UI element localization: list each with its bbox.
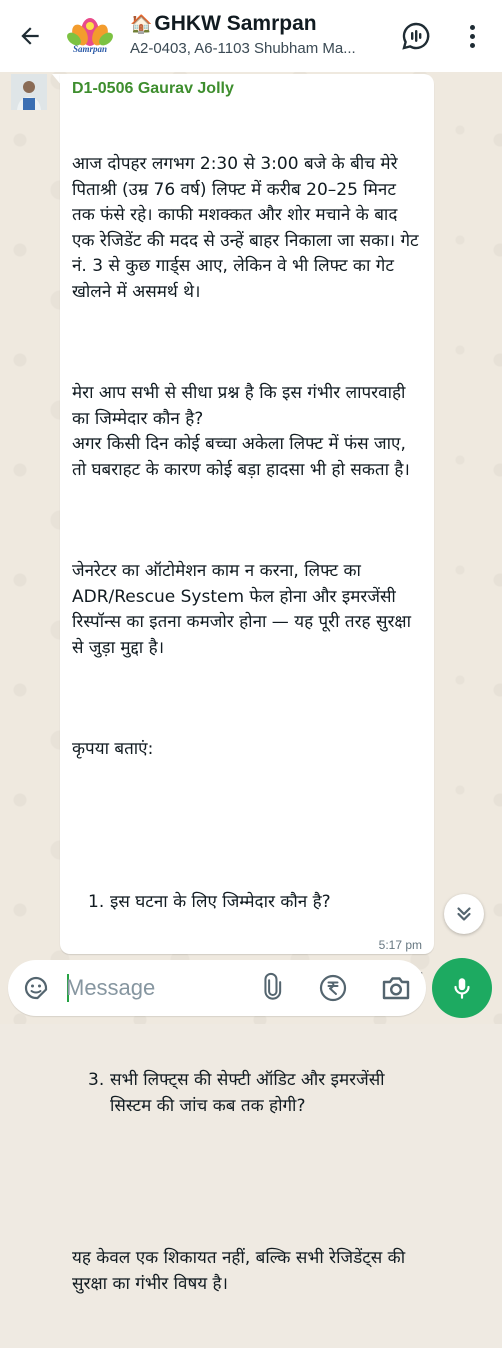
payment-button[interactable]	[318, 973, 348, 1003]
message-input[interactable]	[66, 970, 246, 1006]
message-paragraph: मेरा आप सभी से सीधा प्रश्न है कि इस गंभीर लापरवाही का जिम्मेदार कौन है? अगर किसी दिन कोई बच्चा अकेला लिफ्ट में फंस जाए, तो घबराहट के कारण कोई बड़ा हादसा भी हो सकता है।	[72, 383, 410, 480]
rupee-icon	[318, 973, 348, 1003]
sender-avatar[interactable]	[11, 74, 47, 110]
more-vertical-icon	[470, 25, 475, 30]
group-avatar[interactable]	[66, 14, 114, 58]
menu-dot	[470, 34, 475, 39]
sender-name[interactable]: D1-0506 Gaurav Jolly	[72, 80, 234, 97]
avatar-photo-icon	[11, 74, 47, 110]
message-composer	[8, 960, 426, 1016]
message-paragraph: कृपया बताएं:	[72, 739, 154, 759]
camera-icon	[380, 973, 412, 1003]
group-avatar-text: Samrpan	[72, 44, 107, 54]
mic-icon	[449, 975, 475, 1001]
voice-message-button[interactable]	[432, 958, 492, 1018]
more-options-button[interactable]	[458, 20, 486, 52]
message-bubble[interactable]	[60, 74, 434, 1294]
list-item	[88, 890, 422, 916]
voice-chat-icon	[401, 21, 431, 51]
message-paragraph: जेनरेटर का ऑटोमेशन काम न करना, लिफ्ट का ADR/Rescue System फेल होना और इमरजेंसी रिस्पॉन्स का इतना कमजोर होना — यह पूरी तरह सुरक्षा से जुड़ा मुद्दा है।	[72, 561, 417, 658]
house-emoji: 🏠	[130, 13, 153, 34]
chat-title	[130, 12, 380, 36]
message-body	[72, 101, 422, 1348]
message-closing: यह केवल एक शिकायत नहीं, बल्कि सभी रेजिडेंट्स की सुरक्षा का गंभीर विषय है।	[72, 1248, 411, 1294]
group-members: A2-0403, A6-1103 Shubham Ma...	[130, 40, 356, 57]
list-text: इस घटना के लिए जिम्मेदार कौन है?	[110, 891, 331, 912]
back-button[interactable]	[14, 20, 46, 52]
list-item	[88, 1068, 422, 1119]
list-number: 3.	[88, 1070, 105, 1090]
attach-button[interactable]	[258, 973, 288, 1003]
list-text: सभी लिफ्ट्स की सेफ्टी ऑडिट और इमरजेंसी सिस्टम की जांच कब तक होगी?	[110, 1070, 390, 1116]
scroll-to-bottom-button[interactable]	[444, 894, 484, 934]
voice-chat-button[interactable]	[398, 18, 434, 54]
menu-dot	[470, 43, 475, 48]
arrow-left-icon	[17, 23, 43, 49]
list-number: 1.	[88, 891, 105, 912]
sticker-button[interactable]	[22, 974, 50, 1002]
sticker-icon	[22, 974, 50, 1002]
message-paragraph: आज दोपहर लगभग 2:30 से 3:00 बजे के बीच मेरे पिताश्री (उम्र 76 वर्ष) लिफ्ट में करीब 20–25 मिनट तक फंसे रहे। काफी मशक्कत और शोर मचाने के बाद एक रेजिडेंट की मदद से उन्हें बाहर निकाला जा सका। गेट नं. 3 से कुछ गार्ड्स आए, लेकिन वे भी लिफ्ट का गेट खोलने में असमर्थ थे।	[72, 154, 424, 302]
paperclip-icon	[258, 973, 288, 1003]
chat-title-area[interactable]	[130, 12, 380, 57]
chat-header	[0, 0, 502, 72]
camera-button[interactable]	[380, 973, 412, 1003]
message-time: 5:17 pm	[378, 938, 422, 952]
group-name: GHKW Samrpan	[154, 12, 317, 35]
double-chevron-down-icon	[453, 903, 475, 925]
